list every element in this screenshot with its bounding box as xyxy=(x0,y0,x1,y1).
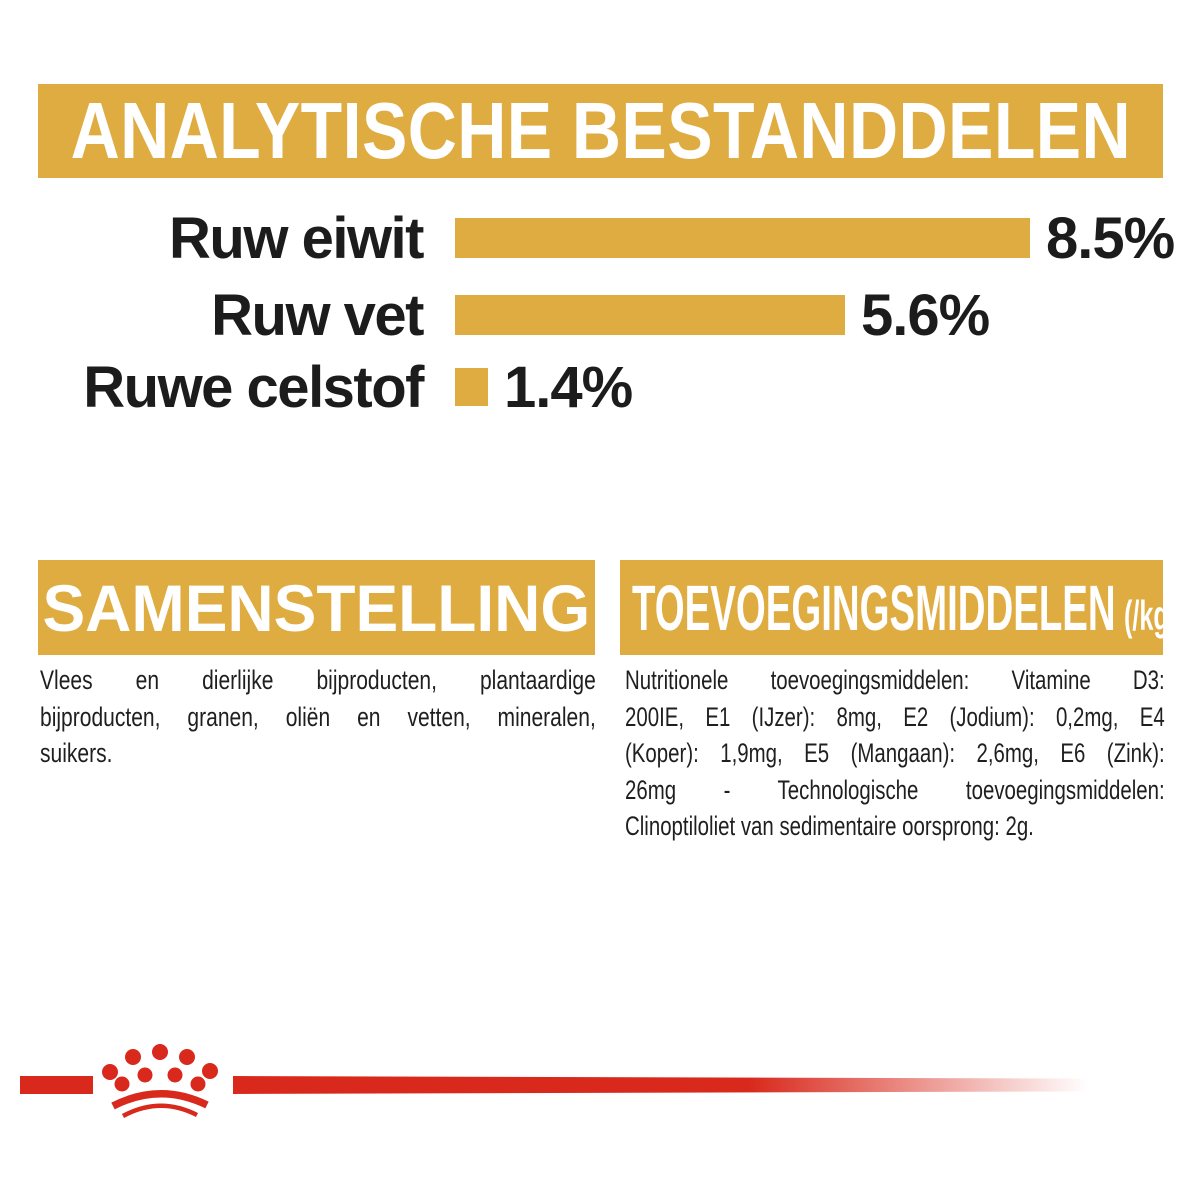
chart-category-label: Ruwe celstof xyxy=(83,354,423,420)
paragraph-line: 200IE, E1 (IJzer): 8mg, E2 (Jodium): 0,2mg, E4 xyxy=(625,701,1165,732)
chart-bar xyxy=(455,218,1030,258)
paragraph-line: suikers. xyxy=(40,738,113,768)
paragraph-line: Nutritionele toevoegingsmiddelen: Vitamine D3: xyxy=(625,665,1165,695)
additives-title: TOEVOEGINGSMIDDELEN xyxy=(632,571,1116,644)
analytical-constituents-title: ANALYTISCHE BESTANDDELEN xyxy=(70,86,1131,175)
chart-row xyxy=(40,354,633,420)
chart-value-label: 8.5% xyxy=(1046,205,1175,271)
composition-text xyxy=(40,662,596,772)
chart-bar xyxy=(455,368,488,406)
chart-category-label: Ruw vet xyxy=(211,282,423,348)
royal-canin-crown-icon xyxy=(100,1044,222,1119)
red-divider-left xyxy=(20,1076,93,1094)
paragraph-line: bijproducten, granen, oliën en vetten, mineralen, xyxy=(40,701,596,732)
chart-category-label: Ruw eiwit xyxy=(169,205,423,271)
paragraph-line: Vlees en dierlijke bijproducten, plantaardige xyxy=(40,665,596,695)
chart-bar xyxy=(455,295,845,335)
additives-unit-label: (/kg) xyxy=(1124,591,1178,639)
paragraph-line: 26mg - Technologische toevoegingsmiddelen: xyxy=(625,774,1165,805)
analytical-constituents-banner xyxy=(38,84,1163,178)
red-divider-right xyxy=(233,1076,1123,1094)
chart-row xyxy=(40,205,1175,271)
additives-title-group xyxy=(632,571,1177,645)
chart-row xyxy=(40,282,990,348)
additives-banner xyxy=(620,560,1178,655)
composition-banner xyxy=(38,560,595,655)
chart-value-label: 5.6% xyxy=(861,282,990,348)
paragraph-line: (Koper): 1,9mg, E5 (Mangaan): 2,6mg, E6 (Zink): xyxy=(625,738,1165,768)
paragraph-line: Clinoptiloliet van sedimentaire oorsprong: 2g. xyxy=(625,811,1034,841)
composition-title: SAMENSTELLING xyxy=(42,570,591,645)
chart-value-label: 1.4% xyxy=(504,354,633,420)
additives-text xyxy=(625,662,1165,845)
